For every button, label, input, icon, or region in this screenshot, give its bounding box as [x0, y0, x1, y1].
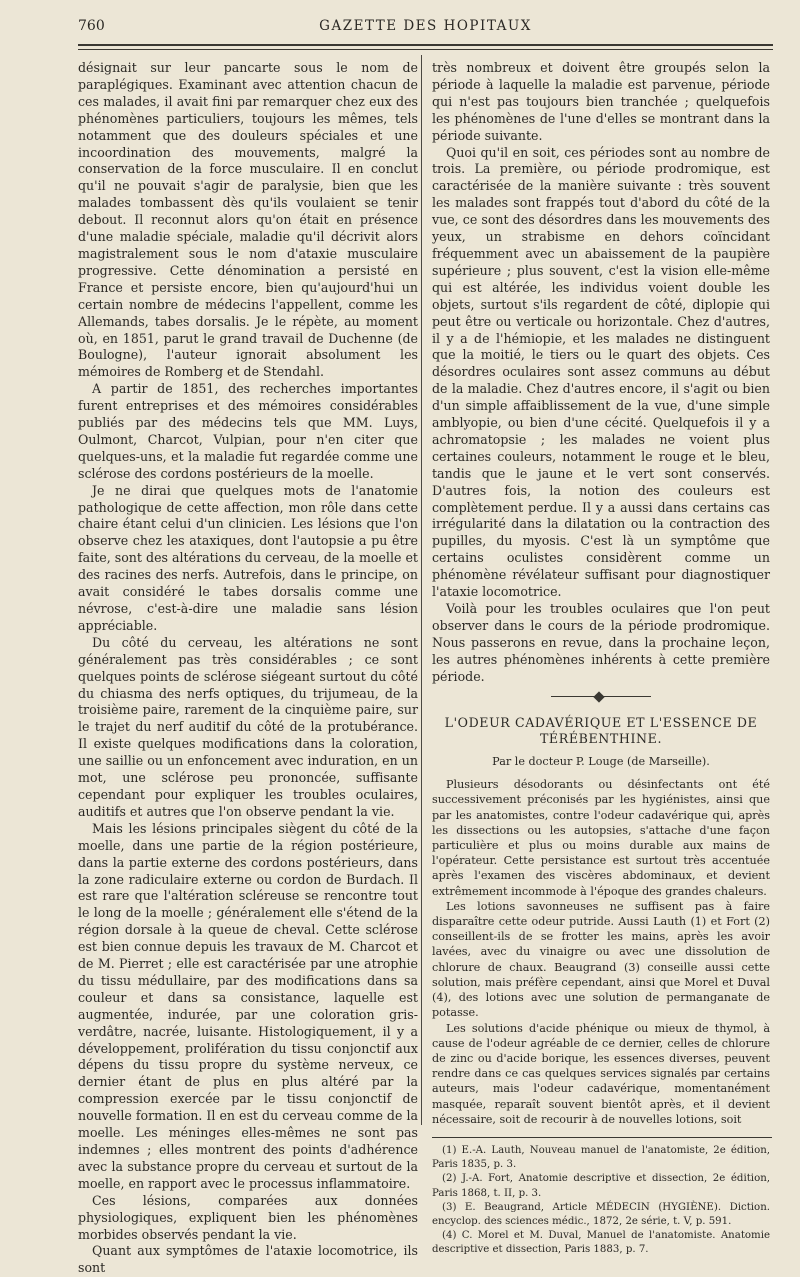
paragraph: A partir de 1851, des recherches importantes furent entreprises et des mémoires considérables publiés par des médecins tels que MM. Luys, Oulmont, Charcot, Vulpian, pour n'en citer que quelques-uns, et la maladie fut regardée comme une sclérose des cordons postérieurs de la moelle. — [78, 381, 418, 481]
paragraph: très nombreux et doivent être groupés selon la période à laquelle la maladie est parvenue, période qui n'est pas toujours bien tranchée ; quelquefois les phénomènes de l'une d'elles se montrant dans la période suivante. — [432, 60, 770, 143]
header-rule-thick — [78, 44, 773, 46]
paragraph: Mais les lésions principales siègent du côté de la moelle, dans une partie de la région postérieure, dans la partie externe des cordons postérieurs, dans la zone radiculaire externe ou cordon de Burdach. Il est rare que l'altération scléreuse se rencontre tout le long de la moelle ; généralement elle s'étend de la région dorsale à la queue de cheval. Cette sclérose est bien connue depuis les travaux de M. Charcot et de M. Pierret ; elle est caractérisée par une atrophie du tissu médullaire, par des modifications dans sa couleur et dans sa consistance, laquelle est augmentée, indurée, par une coloration gris-verdâtre, nacrée, luisante. Histologiquement, il y a développement, prolifération du tissu conjonctif aux dépens du tissu propre du système nerveux, ce dernier étant de plus en plus altéré par la compression exercée par le tissu conjonctif de nouvelle formation. Il en est du cerveau comme de la moelle. Les méninges elles-mêmes ne sont pas indemnes ; elles montrent des points d'adhérence avec la substance propre du cerveau et surtout de la moelle, en rapport avec le processus inflammatoire. — [78, 820, 418, 1191]
footnote-rule — [432, 1137, 772, 1138]
paragraph: Les solutions d'acide phénique ou mieux de thymol, à cause de l'odeur agréable de ce dernier, celles de chlorure de zinc ou d'acide borique, les essences diverses, peuvent rendre dans ce cas quelques services signalés par certains auteurs, mais l'odeur cadavérique, momentanément masquée, reparaît souvent bientôt après, et il devient nécessaire, soit de recourir à de nouvelles lotions, soit — [432, 1021, 770, 1126]
footnote: (4) C. Morel et M. Duval, Manuel de l'anatomiste. Anatomie descriptive et dissection, Paris 1883, p. 7. — [432, 1230, 770, 1256]
column-divider — [421, 55, 422, 1125]
footnotes — [432, 1144, 770, 1258]
footnote: (2) J.-A. Fort, Anatomie descriptive et dissection, 2e édition, Paris 1868, t. II, p. 3. — [432, 1173, 770, 1199]
paragraph: désignait sur leur pancarte sous le nom de paraplégiques. Examinant avec attention chacun de ces malades, il avait fini par remarquer chez eux des phénomènes particuliers, toujours les mêmes, tels notamment que des douleurs spéciales et une incoordination des mouvements, malgré la conservation de la force musculaire. Il en conclut qu'il ne pouvait s'agir de paralysie, bien que les malades tombassent dès qu'ils voulaient se tenir debout. Il reconnut alors qu'on était en présence d'une maladie spéciale, maladie qu'il décrivit alors magistralement sous le nom d'ataxie musculaire progressive. Cette dénomination a persisté en France et persiste encore, bien qu'aujourd'hui un certain nombre de médecins l'appellent, comme les Allemands, tabes dorsalis. Je le répète, au moment où, en 1851, parut le grand travail de Duchenne (de Boulogne), l'auteur ignorait absolument les mémoires de Romberg et de Stendahl. — [78, 60, 418, 380]
article-title: L'ODEUR CADAVÉRIQUE ET L'ESSENCE DE TÉRÉBENTHINE. — [444, 714, 758, 747]
right-column — [432, 60, 770, 1258]
section-separator — [551, 696, 651, 697]
paragraph: Du côté du cerveau, les altérations ne sont généralement pas très considérables ; ce sont quelques points de sclérose siégeant surtout du côté du chiasma des nerfs optiques, du trijumeau, de la troisième paire, rarement de la cinquième paire, sur le trajet du nerf auditif du côté de la protubérance. Il existe quelques modifications dans la coloration, une saillie ou un enfoncement avec induration, en un mot, une sclérose peu prononcée, suffisante cependant pour expliquer les troubles oculaires, auditifs et autres que l'on observe pendant la vie. — [78, 634, 418, 819]
page-header — [78, 18, 773, 40]
separator-ornament-icon — [593, 691, 604, 702]
footnote: (3) E. Beaugrand, Article MÉDECIN (HYGIÈNE). Diction. encyclop. des sciences médic., 1872, 2e série, t. V, p. 591. — [432, 1201, 770, 1227]
paragraph: Quoi qu'il en soit, ces périodes sont au nombre de trois. La première, ou période prodromique, est caractérisée de la manière suivante : très souvent les malades sont frappés tout d'abord du côté de la vue, ce sont des désordres dans les mouvements des yeux, un strabisme en dehors coïncidant fréquemment avec un abaissement de la paupière supérieure ; plus souvent, c'est la vision elle-même qui est altérée, les individus voient double les objets, surtout s'ils regardent de côté, diplopie qui peut être ou verticale ou horizontale. Chez d'autres, il y a de l'hémiopie, et les malades ne distinguent que la moitié, le tiers ou le quart des objets. Ces désordres oculaires sont assez communs au début de la maladie. Chez d'autres encore, il s'agit ou bien d'un simple affaiblissement de la vue, d'une simple amblyopie, ou bien d'une cécité. Quelquefois il y a achromatopsie ; les malades ne voient plus certaines couleurs, notamment le rouge et le bleu, tandis que le jaune et le vert sont conservés. D'autres fois, la notion des couleurs est complètement perdue. Il y a aussi dans certains cas irrégularité dans la dilatation ou la contraction des pupilles, du myosis. C'est là un symptôme que certains oculistes considèrent comme un phénomène révélateur suffisant pour diagnostiquer l'ataxie locomotrice. — [432, 144, 770, 600]
footnote: (1) E.-A. Lauth, Nouveau manuel de l'anatomiste, 2e édition, Paris 1835, p. 3. — [432, 1144, 770, 1171]
paragraph: Plusieurs désodorants ou désinfectants ont été successivement préconisés par les hygiénistes, ainsi que par les anatomistes, contre l'odeur cadavérique qui, après les dissections ou les autopsies, s'attache d'une façon particulière et plus ou moins durable aux mains de l'opérateur. Cette persistance est surtout très accentuée après l'examen des viscères abdominaux, et devient extrêmement incommode à l'époque des grandes chaleurs. — [432, 778, 770, 898]
article-byline: Par le docteur P. Louge (de Marseille). — [492, 755, 710, 769]
paragraph: Les lotions savonneuses ne suffisent pas à faire disparaître cette odeur putride. Aussi Lauth (1) et Fort (2) conseillent-ils de se frotter les mains, après les avoir lavées, avec du vinaigre ou avec une dissolution de chlorure de chaux. Beaugrand (3) conseille aussi cette solution, mais préfère cependant, ainsi que Morel et Duval (4), des lotions avec une solution de permanganate de potasse. — [432, 899, 770, 1020]
paragraph: Quant aux symptômes de l'ataxie locomotrice, ils sont — [78, 1243, 418, 1276]
journal-title: GAZETTE DES HOPITAUX — [319, 18, 532, 34]
paragraph: Je ne dirai que quelques mots de l'anatomie pathologique de cette affection, mon rôle dans cette chaire étant celui d'un clinicien. Les lésions que l'on observe chez les ataxiques, dont l'autopsie a pu être faite, sont des altérations du cerveau, de la moelle et des racines des nerfs. Autrefois, dans le principe, on avait considéré le tabes dorsalis comme une névrose, c'est-à-dire une maladie sans lésion appréciable. — [78, 482, 418, 633]
paragraph: Voilà pour les troubles oculaires que l'on peut observer dans le cours de la période prodromique. Nous passerons en revue, dans la prochaine leçon, les autres phénomènes inhérents à cette première période. — [432, 601, 770, 684]
page-number: 760 — [78, 18, 105, 34]
header-rule-thin — [78, 49, 773, 50]
left-column — [78, 60, 418, 1277]
paragraph: Ces lésions, comparées aux données physiologiques, expliquent bien les phénomènes morbides observés pendant la vie. — [78, 1192, 418, 1242]
